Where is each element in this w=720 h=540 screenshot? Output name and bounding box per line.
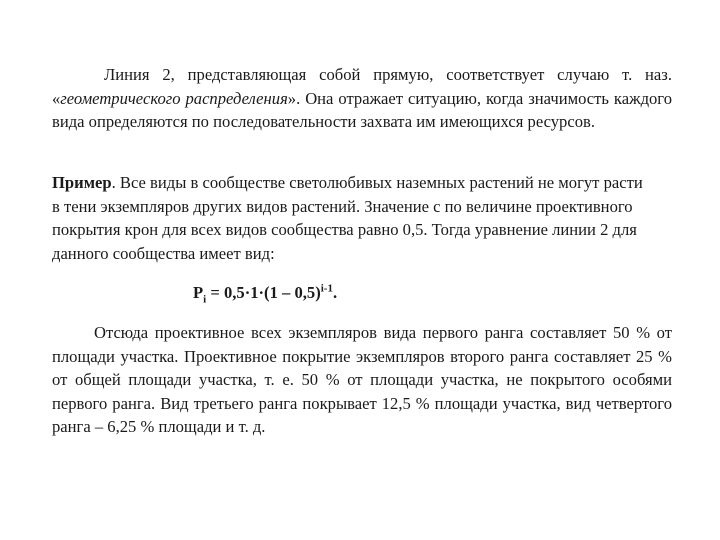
formula-body: = 0,5·1·(1 – 0,5)	[206, 283, 321, 302]
formula	[193, 281, 337, 305]
paragraph3-text: Отсюда проективное всех экземпляров вида первого ранга составляет 50 % от площади участка. Проективное покрытие экземпляров второго ранга составляет 25 % от общей площади участка, т. е. 50 % от площади участка, не покрытого особями первого ранга. Вид третьего ранга покрывает 12,5 % площади участка, вид четвертого ранга – 6,25 % площади и т. д.	[52, 323, 672, 436]
paragraph1-italic-term: геометрического распределения	[60, 88, 288, 108]
formula-subscript: i	[203, 293, 207, 306]
paragraph1-text-after: ». Она отражает ситуацию, когда значимость каждого вида определяются по последовательности захвата им имеющихся ресурсов.	[52, 88, 672, 131]
formula-superscript: i-1	[320, 282, 333, 295]
paragraph1-text-before: Линия 2, представляющая собой прямую, соответствует случаю т. наз. «	[52, 65, 672, 108]
example-label: Пример	[52, 173, 112, 192]
paragraph-coverage	[52, 321, 672, 439]
formula-var: P	[193, 283, 204, 302]
formula-end: .	[332, 283, 338, 302]
paragraph-example	[52, 171, 652, 265]
example-text: . Все виды в сообществе светолюбивых наземных растений не могут расти в тени экземпляров других видов растений. Значение с по величине проективного покрытия крон для всех видов сообщества равно 0,5. Тогда уравнение линии 2 для данного сообщества имеет вид:	[52, 173, 643, 263]
paragraph-line-2-description	[52, 63, 672, 134]
